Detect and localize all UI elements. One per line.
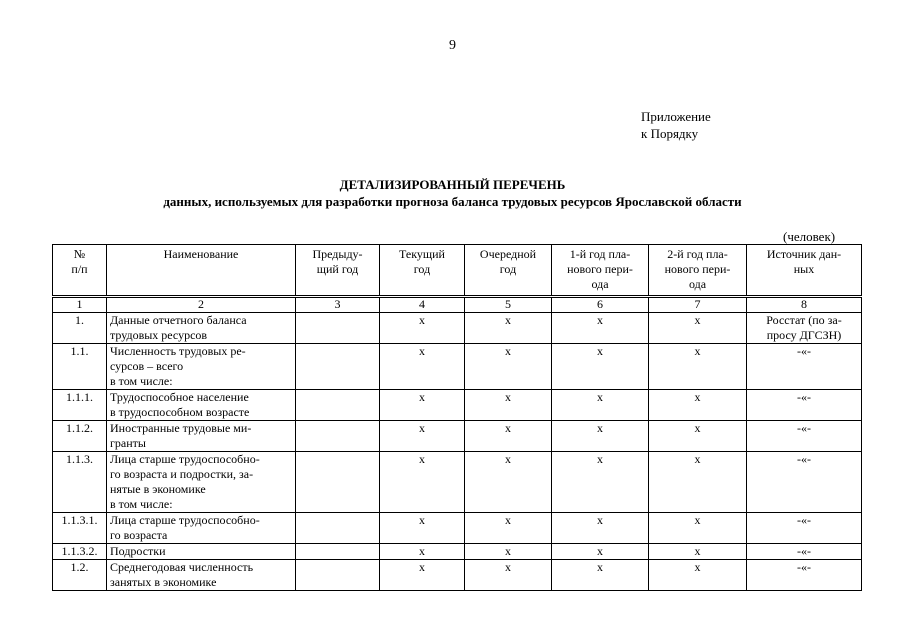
cell-value: х [465,452,552,513]
column-header-line: ных [793,262,815,276]
row-number: 1.1.3.1. [53,513,107,544]
cell-source [747,513,862,544]
cell-value: х [649,452,747,513]
table-row [53,421,862,452]
source-line: -«- [797,544,811,558]
appendix-line-2: к Порядку [641,126,699,141]
row-name-line: Среднегодовая численность [110,560,254,574]
appendix-line-1: Приложение [641,109,711,124]
column-header-line: № [73,247,86,261]
column-header-line: год [413,262,431,276]
column-header-line: Предыду- [312,247,363,261]
row-number: 1.1.1. [53,390,107,421]
row-name-line: в трудоспособном возрасте [110,405,250,419]
column-numbers-row [53,297,862,313]
column-header-6 [552,245,649,297]
row-number: 1.1.3. [53,452,107,513]
row-name-line: трудовых ресурсов [110,328,208,342]
row-number: 1. [53,313,107,344]
cell-value: х [380,421,465,452]
row-name-line: в том числе: [110,374,173,388]
row-name-line: Лица старше трудоспособно- [110,452,260,466]
cell-previous-year [296,390,380,421]
table-row [53,344,862,390]
cell-source [747,313,862,344]
cell-value: х [465,344,552,390]
cell-value: х [465,544,552,560]
cell-value: х [552,313,649,344]
cell-value: х [552,344,649,390]
column-header-3 [296,245,380,297]
row-name-line: Данные отчетного баланса [110,313,247,327]
row-name-line: гранты [110,436,146,450]
row-number: 1.1. [53,344,107,390]
row-number: 1.2. [53,560,107,591]
column-number: 8 [747,297,862,313]
row-name-line: Лица старше трудоспособно- [110,513,260,527]
cell-value: х [465,313,552,344]
column-number: 2 [107,297,296,313]
row-name-line: занятых в экономике [110,575,217,589]
source-line: -«- [797,421,811,435]
table-row [53,452,862,513]
column-header-line: ода [688,277,707,291]
appendix-label [641,108,711,142]
cell-value: х [552,513,649,544]
column-header-line: год [499,262,517,276]
cell-source [747,560,862,591]
cell-value: х [380,313,465,344]
cell-value: х [380,452,465,513]
cell-value: х [649,560,747,591]
row-name-line: го возраста [110,528,168,542]
cell-value: х [380,544,465,560]
column-header-line: ода [591,277,609,291]
source-line: Росстат (по за- [766,313,842,327]
cell-value: х [465,390,552,421]
cell-value: х [649,544,747,560]
cell-value: х [465,513,552,544]
row-name [107,313,296,344]
cell-value: х [649,344,747,390]
row-name [107,513,296,544]
cell-previous-year [296,452,380,513]
row-name-line: нятые в экономике [110,482,206,496]
unit-label: (человек) [783,229,836,244]
row-name [107,344,296,390]
cell-previous-year [296,421,380,452]
row-name-line: Численность трудовых ре- [110,344,246,358]
column-header-2 [107,245,296,297]
column-number: 7 [649,297,747,313]
column-header-line: Источник дан- [766,247,842,261]
table-row [53,513,862,544]
cell-value: х [649,513,747,544]
cell-source [747,390,862,421]
row-number: 1.1.3.2. [53,544,107,560]
document-title: ДЕТАЛИЗИРОВАННЫЙ ПЕРЕЧЕНЬ [339,177,566,192]
cell-value: х [649,390,747,421]
document-subtitle: данных, используемых для разработки прогноза баланса трудовых ресурсов Ярославской области [163,194,742,209]
cell-previous-year [296,513,380,544]
source-line: -«- [797,390,811,404]
column-header-line: 2-й год пла- [667,247,728,261]
cell-source [747,452,862,513]
row-name-line: в том числе: [110,497,173,511]
table-row [53,560,862,591]
column-header-4 [380,245,465,297]
column-header-7 [649,245,747,297]
cell-previous-year [296,544,380,560]
source-line: -«- [797,344,811,358]
cell-previous-year [296,344,380,390]
column-header-line: нового пери- [664,262,731,276]
column-header-line: щий год [316,262,359,276]
row-name [107,390,296,421]
row-name [107,544,296,560]
document-title-block [0,176,905,210]
row-name-line: Трудоспособное население [110,390,249,404]
cell-value: х [649,313,747,344]
table-row [53,544,862,560]
column-number: 4 [380,297,465,313]
column-number: 6 [552,297,649,313]
cell-value: х [552,390,649,421]
table-header-row [53,245,862,297]
cell-previous-year [296,560,380,591]
column-header-line: 1-й год пла- [569,247,631,261]
column-header-line: Наименование [163,247,239,261]
column-header-line: п/п [71,262,88,276]
cell-source [747,344,862,390]
row-name [107,452,296,513]
cell-value: х [380,390,465,421]
column-header-line: Очередной [479,247,537,261]
row-name-line: Подростки [110,544,166,558]
column-header-line: нового пери- [567,262,633,276]
cell-value: х [649,421,747,452]
cell-source [747,421,862,452]
column-number: 1 [53,297,107,313]
cell-value: х [552,421,649,452]
column-number: 3 [296,297,380,313]
column-header-1 [53,245,107,297]
cell-value: х [380,344,465,390]
row-name-line: сурсов – всего [110,359,184,373]
table-row [53,313,862,344]
column-number: 5 [465,297,552,313]
cell-value: х [552,560,649,591]
row-name [107,560,296,591]
row-name-line: го возраста и подростки, за- [110,467,254,481]
cell-value: х [380,560,465,591]
cell-value: х [380,513,465,544]
cell-value: х [465,421,552,452]
source-line: просу ДГСЗН) [766,328,842,342]
table-row [53,390,862,421]
source-line: -«- [797,513,811,527]
row-number: 1.1.2. [53,421,107,452]
cell-value: х [552,452,649,513]
cell-value: х [552,544,649,560]
data-table [52,244,862,591]
cell-previous-year [296,313,380,344]
source-line: -«- [797,560,811,574]
column-header-8 [747,245,862,297]
source-line: -«- [797,452,811,466]
page-number: 9 [449,38,456,53]
row-name-line: Иностранные трудовые ми- [110,421,252,435]
column-header-line: Текущий [399,247,445,261]
row-name [107,421,296,452]
column-header-5 [465,245,552,297]
cell-value: х [465,560,552,591]
cell-source [747,544,862,560]
